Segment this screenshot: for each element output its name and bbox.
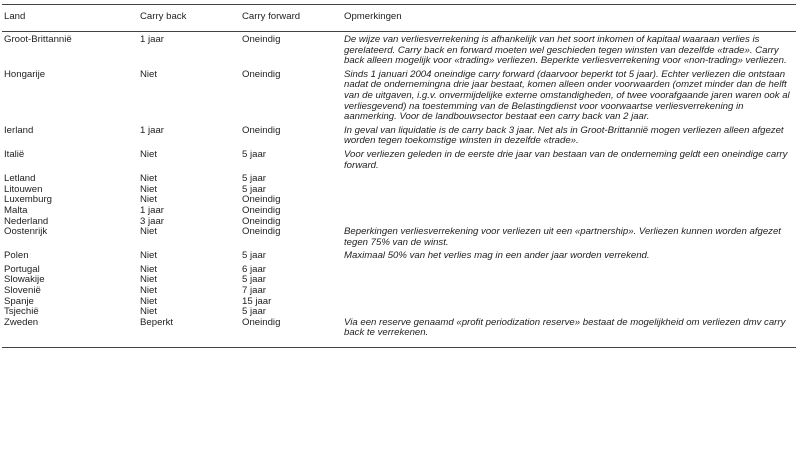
table-row: [2, 286, 796, 297]
cell-opmerkingen: Beperkingen verliesverrekening voor verliezen uit een «partnership». Verliezen kunnen worden afgezet tegen 75% van de winst.: [344, 226, 781, 248]
cell-carry-forward: Oneindig: [242, 34, 281, 45]
table-row: [2, 147, 796, 171]
cell-carry-back: Niet: [140, 285, 158, 297]
cell-carry-forward: Oneindig: [242, 215, 281, 227]
cell-carry-back: Niet: [140, 295, 158, 307]
cell-carry-back: Niet: [140, 250, 158, 262]
cell-land: Nederland: [4, 215, 49, 227]
table-row: [2, 67, 796, 123]
cell-carry-back: Niet: [140, 194, 158, 206]
header-carry-forward: Carry forward: [240, 5, 342, 32]
cell-opmerkingen: De wijze van verliesverrekening is afhankelijk van het soort inkomen of kapitaal waaraan verlies is gerelateerd. Carry back en forward moeten wel geschieden tegen winsten van dezelfde «trade». Carry back alleen mogelijk voor «trading» verliezen. Beperkte verliesverrekening voor «non-trading» verliezen.: [344, 34, 787, 67]
cell-carry-back: Niet: [140, 226, 158, 238]
table-row: [2, 171, 796, 185]
cell-carry-forward: 5 jaar: [242, 173, 266, 185]
cell-land: Oostenrijk: [4, 226, 48, 238]
cell-carry-forward: 15 jaar: [242, 295, 272, 307]
table-body: [2, 32, 796, 348]
cell-carry-back: 3 jaar: [140, 215, 164, 227]
header-carry-back: Carry back: [138, 5, 240, 32]
cell-land: Malta: [4, 204, 28, 216]
cell-opmerkingen: [342, 297, 796, 308]
table-header: [2, 5, 796, 32]
table-row: [2, 123, 796, 147]
cell-opmerkingen: [342, 275, 796, 286]
cell-carry-forward: 5 jaar: [242, 148, 266, 160]
table-row: [2, 262, 796, 276]
cell-carry-forward: 5 jaar: [242, 274, 266, 286]
table-row: [2, 275, 796, 286]
cell-carry-back: Niet: [140, 274, 158, 286]
cell-carry-forward: Oneindig: [242, 204, 281, 216]
loss-offset-table: [2, 4, 796, 348]
cell-land: Ierland: [4, 124, 34, 136]
table-row: [2, 248, 796, 262]
cell-land: Letland: [4, 173, 36, 185]
cell-land: Groot-Brittannië: [4, 34, 72, 45]
cell-carry-back: Niet: [140, 68, 158, 80]
loss-offset-table-container: [2, 4, 796, 348]
table-row: [2, 227, 796, 248]
cell-carry-forward: Oneindig: [240, 318, 342, 348]
cell-opmerkingen: [342, 171, 796, 185]
cell-carry-forward: 5 jaar: [242, 250, 266, 262]
cell-land: Slovenië: [4, 285, 41, 297]
table-row: [2, 195, 796, 206]
cell-opmerkingen: [342, 195, 796, 206]
cell-opmerkingen: [342, 185, 796, 196]
cell-land: Litouwen: [4, 183, 43, 195]
cell-land: Polen: [4, 250, 29, 262]
table-row: [2, 206, 796, 217]
cell-opmerkingen: [342, 262, 796, 276]
cell-land: Portugal: [4, 263, 40, 275]
table-row: [2, 32, 796, 67]
cell-carry-back: Niet: [140, 306, 158, 318]
cell-carry-back: Niet: [140, 148, 158, 160]
cell-land: Hongarije: [4, 68, 46, 80]
cell-opmerkingen: Maximaal 50% van het verlies mag in een ander jaar worden verrekend.: [344, 250, 650, 262]
table-row: [2, 185, 796, 196]
cell-carry-forward: 7 jaar: [242, 285, 266, 297]
cell-carry-forward: Oneindig: [242, 194, 281, 206]
table-row: [2, 297, 796, 308]
cell-land: Luxemburg: [4, 194, 52, 206]
cell-carry-back: 1 jaar: [140, 34, 164, 45]
cell-opmerkingen: In geval van liquidatie is de carry back 3 jaar. Net als in Groot-Brittannië mogen verliezen alleen afgezet worden tegen toekomstige winsten in dezelfde «trade».: [344, 124, 784, 147]
cell-opmerkingen: [342, 206, 796, 217]
cell-land: Slowakije: [4, 274, 45, 286]
cell-carry-forward: 5 jaar: [242, 306, 266, 318]
cell-land: Spanje: [4, 295, 34, 307]
cell-opmerkingen: Sinds 1 januari 2004 oneindige carry forward (daarvoor beperkt tot 5 jaar). Echter verliezen die ontstaan nadat de ondernemingna drie jaar bestaat, komen alleen onder voorwaarden (omzet minder dan de helft van de uitgaven, i.g.v. onvermijdelijke externe omstandigheden, of twee voorafgaande jaren waren ook al verliesgevend) na toestemming van de Belastingdienst voor voorwaartse verliesverrekening in aanmerking. Voor de landbouwsector bestaat een carry back van 2 jaar.: [344, 68, 790, 123]
cell-opmerkingen: Voor verliezen geleden in de eerste drie jaar van bestaan van de onderneming geldt een oneindige carry forward.: [344, 148, 788, 171]
cell-land: Italië: [4, 148, 25, 160]
cell-carry-forward: Oneindig: [242, 226, 281, 238]
cell-carry-forward: Oneindig: [242, 68, 281, 80]
cell-carry-back: Niet: [140, 173, 158, 185]
cell-carry-forward: 5 jaar: [242, 183, 266, 195]
cell-land: Tsjechië: [4, 306, 39, 318]
header-opmerkingen: Opmerkingen: [342, 5, 796, 32]
cell-carry-forward: 6 jaar: [242, 263, 266, 275]
cell-opmerkingen: [342, 286, 796, 297]
cell-opmerkingen: Via een reserve genaamd «profit periodization reserve» bestaat de mogelijkheid om verliezen dmv carry back te verrekenen.: [342, 318, 796, 348]
table-row: [2, 318, 796, 348]
cell-carry-back: 1 jaar: [140, 124, 164, 136]
cell-carry-forward: Oneindig: [242, 124, 281, 136]
cell-carry-back: 1 jaar: [140, 204, 164, 216]
cell-carry-back: Beperkt: [138, 318, 240, 348]
header-row: [2, 5, 796, 32]
cell-carry-back: Niet: [140, 263, 158, 275]
cell-carry-back: Niet: [140, 183, 158, 195]
header-land: Land: [2, 5, 138, 32]
cell-land: Zweden: [2, 318, 138, 348]
